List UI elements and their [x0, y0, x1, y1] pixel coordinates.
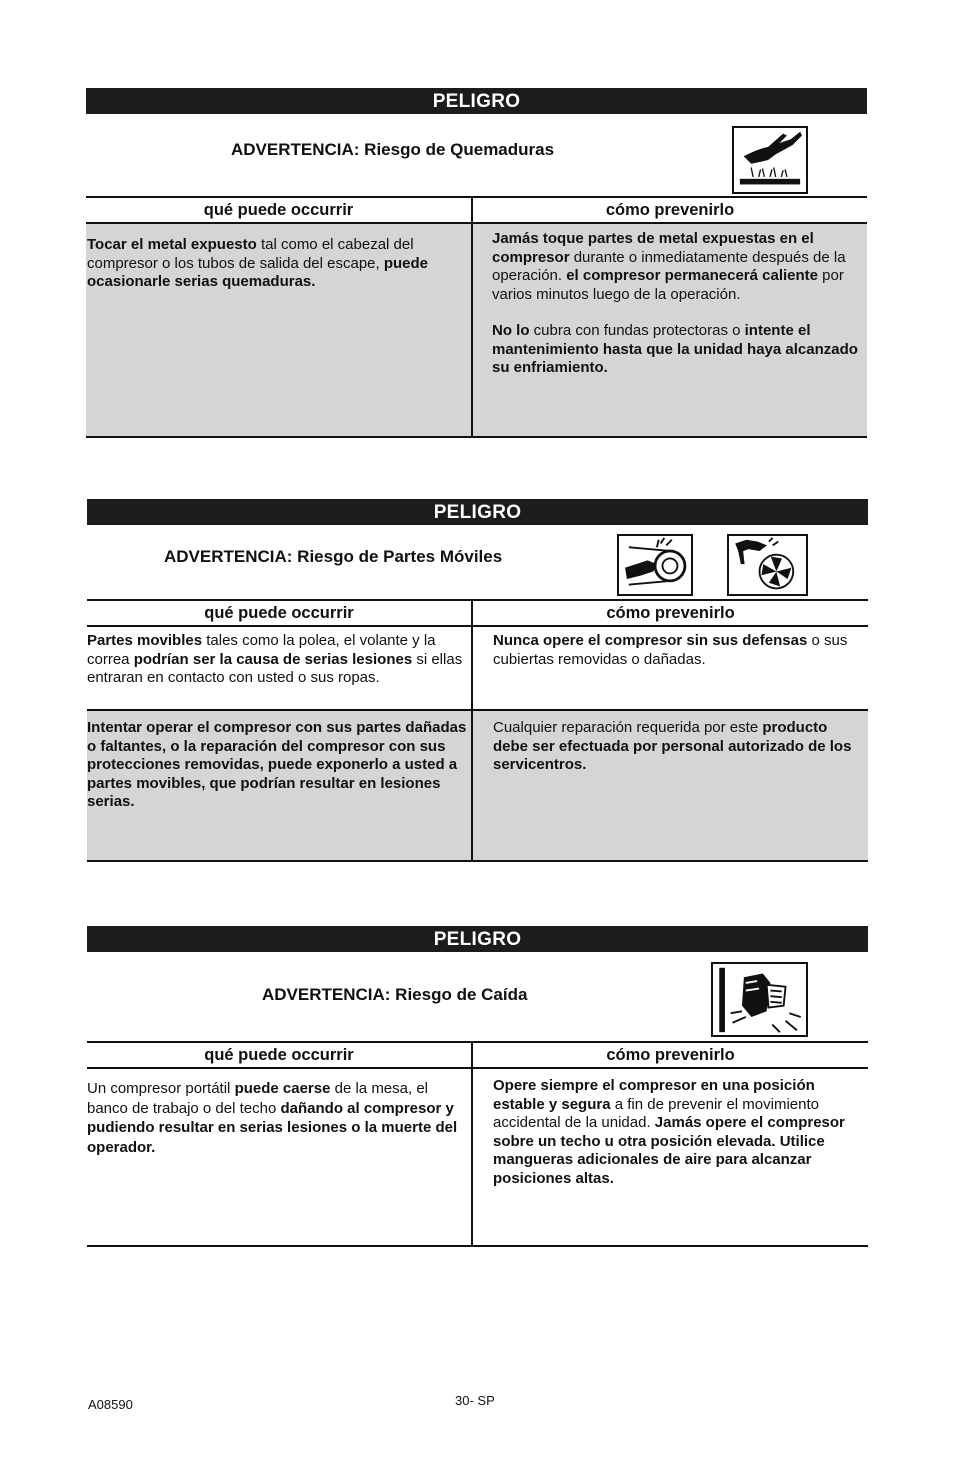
danger-section-moving-parts [87, 499, 868, 862]
hazard-description: Un compresor portátil puede caerse de la mesa, el banco de trabajo o del techo dañando al compresor y pudiendo resultar en serias lesiones o la muerte del operador. [87, 1068, 472, 1246]
table-row [87, 710, 868, 861]
emphasis-text: puede ocasionarle serias quemaduras. [87, 254, 429, 290]
prevention-description: Cualquier reparación requerida por este producto debe ser efectuada por personal autorizado de los servicentros. [472, 710, 868, 861]
prevention-description: Nunca opere el compresor sin sus defensas o sus cubiertas removidas o dañadas. [472, 626, 868, 710]
emphasis-text: Intentar operar el compresor con sus partes dañadas o faltantes, o la reparación del compresor con sus protecciones removidas, puede exponerlo a usted a partes movibles, que podrían resultar en lesiones serias. [87, 719, 467, 810]
prevention-text: Jamás toque partes de metal expuestas en el compresor durante o inmediatamente después de la operación. el compresor permanecerá caliente por varios minutos luego de la operación. [492, 230, 846, 303]
document-code: A08590 [88, 1397, 133, 1412]
fan-blade-icon [727, 534, 808, 596]
column-header-how-to-prevent: cómo prevenirlo [472, 197, 867, 223]
table-row [87, 626, 868, 710]
hazard-description: Tocar el metal expuesto tal como el cabezal del compresor o los tubos de salida del escape, puede ocasionarle serias quemaduras. [86, 223, 472, 437]
warning-row [86, 114, 867, 196]
table-row [86, 223, 867, 437]
emphasis-text: podrían ser la causa de serias lesiones [133, 650, 413, 668]
table-header-row [87, 1042, 868, 1068]
danger-banner: PELIGRO [87, 499, 868, 525]
hazard-table [86, 196, 867, 438]
danger-banner: PELIGRO [86, 88, 867, 114]
emphasis-text: producto debe ser efectuada por personal autorizado de los servicentros. [493, 719, 852, 773]
emphasis-text: Partes movibles [87, 632, 203, 649]
emphasis-text: dañando al compresor y pudiendo resultar en serias lesiones o la muerte del operador. [87, 1099, 458, 1156]
table-row [87, 1068, 868, 1246]
danger-section-burns [86, 88, 867, 438]
emphasis-text: el compresor permanecerá caliente [566, 267, 819, 284]
emphasis-text: Tocar el metal expuesto [87, 236, 257, 253]
warning-title: ADVERTENCIA: Riesgo de Quemaduras [231, 140, 555, 159]
falling-object-icon [711, 962, 808, 1037]
danger-section-falling [87, 926, 868, 1247]
emphasis-text: Opere siempre el compresor en una posición estable y segura [493, 1077, 815, 1113]
column-header-what-can-happen: qué puede occurrir [87, 600, 472, 626]
column-header-what-can-happen: qué puede occurrir [87, 1042, 472, 1068]
belt-pinch-icon [617, 534, 693, 596]
prevention-description: Opere siempre el compresor en una posición estable y segura a fin de prevenir el movimiento accidental de la unidad. Jamás opere el compresor sobre un techo u otra posición elevada. Utilice mangueras adicionales de aire para alcanzar posiciones altas. [472, 1068, 868, 1246]
emphasis-text: Nunca opere el compresor sin sus defensas [493, 632, 808, 649]
hazard-table [87, 599, 868, 862]
emphasis-text: puede caerse [234, 1080, 331, 1097]
warning-title: ADVERTENCIA: Riesgo de Partes Móviles [164, 547, 503, 566]
hot-surface-icon [732, 126, 808, 194]
emphasis-text: No lo [492, 322, 530, 339]
emphasis-text: Jamás toque partes de metal expuestas en el compresor [492, 230, 814, 266]
warning-title: ADVERTENCIA: Riesgo de Caída [262, 985, 528, 1004]
hazard-description: Partes movibles tales como la polea, el volante y la correa podrían ser la causa de serias lesiones si ellas entraran en contacto con usted o sus ropas. [87, 626, 472, 710]
hazard-description [87, 710, 472, 861]
column-header-how-to-prevent: cómo prevenirlo [472, 600, 868, 626]
column-header-what-can-happen: qué puede occurrir [86, 197, 472, 223]
emphasis-text: intente el mantenimiento hasta que la unidad haya alcanzado su enfriamiento. [492, 322, 858, 376]
danger-banner: PELIGRO [87, 926, 868, 952]
emphasis-text: Jamás opere el compresor sobre un techo u otra posición elevada. Utilice mangueras adicionales de aire para alcanzar posiciones altas. [493, 1114, 845, 1187]
table-header-row [86, 197, 867, 223]
table-header-row [87, 600, 868, 626]
hazard-table [87, 1041, 868, 1247]
warning-row [87, 525, 868, 599]
warning-row [87, 952, 868, 1041]
column-header-how-to-prevent: cómo prevenirlo [472, 1042, 868, 1068]
prevention-description [472, 223, 867, 437]
page-number: 30- SP [455, 1393, 495, 1408]
prevention-text-extra: No lo cubra con fundas protectoras o intente el mantenimiento hasta que la unidad haya alcanzado su enfriamiento. [492, 322, 858, 376]
